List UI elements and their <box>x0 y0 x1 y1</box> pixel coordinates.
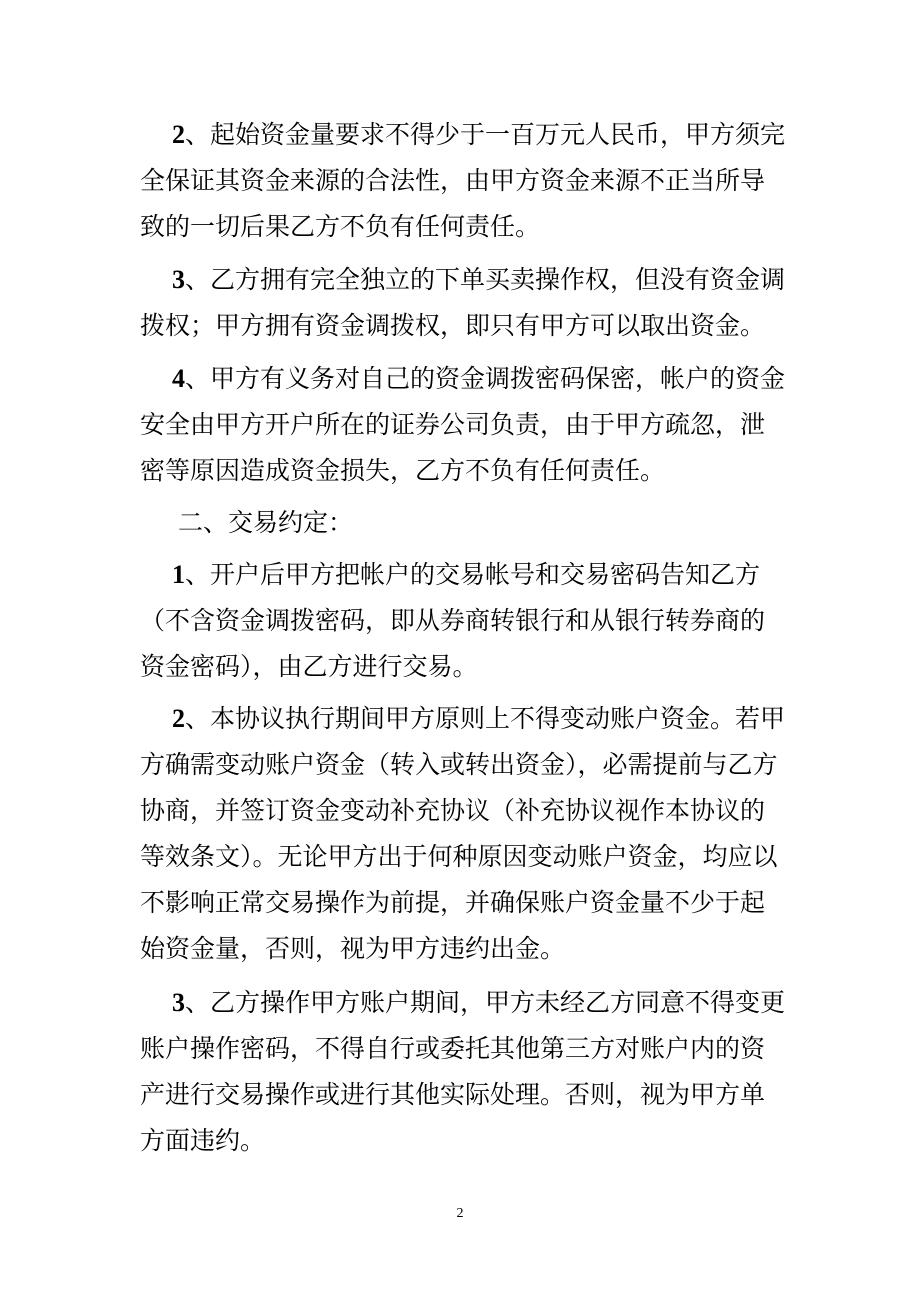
line-text: 、乙方拥有完全独立的下单买卖操作权，但没有资金调 <box>185 265 786 294</box>
text-line <box>172 257 785 303</box>
line-text: 、甲方有义务对自己的资金调拨密码保密，帐户的资金 <box>185 364 786 393</box>
line-text: 全保证其资金来源的合法性，由甲方资金来源不正当所导 <box>140 166 766 195</box>
line-text: 协商，并签订资金变动补充协议（补充协议视作本协议的 <box>140 796 766 825</box>
text-line <box>172 356 785 402</box>
text-line <box>140 158 765 204</box>
line-text: 账户操作密码，不得自行或委托其他第三方对账户内的资 <box>140 1034 766 1063</box>
text-line <box>140 834 778 880</box>
line-text: 、开户后甲方把帐户的交易帐号和交易密码告知乙方 <box>185 560 761 589</box>
text-line <box>140 448 665 494</box>
text-line <box>172 552 760 598</box>
line-text: 致的一切后果乙方不负有任何责任。 <box>140 212 541 241</box>
line-text: 产进行交易操作或进行其他实际处理。否则，视为甲方单 <box>140 1080 766 1109</box>
text-line <box>140 788 765 834</box>
text-line <box>140 644 478 690</box>
clause-number: 2 <box>172 704 185 733</box>
line-text: 拨权；甲方拥有资金调拨权，即只有甲方可以取出资金。 <box>140 311 766 340</box>
text-line <box>178 500 353 546</box>
line-text: （不含资金调拨密码，即从券商转银行和从银行转券商的 <box>140 606 766 635</box>
text-line <box>140 1118 265 1164</box>
text-line <box>172 980 785 1026</box>
line-text: 不影响正常交易操作为前提，并确保账户资金量不少于起 <box>140 888 766 917</box>
clause-number: 1 <box>172 560 185 589</box>
line-text: 、本协议执行期间甲方原则上不得变动账户资金。若甲 <box>185 704 786 733</box>
line-text: 、起始资金量要求不得少于一百万元人民币，甲方须完 <box>185 120 786 149</box>
line-text: 密等原因造成资金损失，乙方不负有任何责任。 <box>140 456 666 485</box>
text-line <box>172 696 785 742</box>
line-text: 二、交易约定： <box>178 508 354 537</box>
text-line <box>140 742 778 788</box>
text-line <box>140 598 765 644</box>
line-text: 、乙方操作甲方账户期间，甲方未经乙方同意不得变更 <box>185 988 786 1017</box>
text-line <box>140 1026 765 1072</box>
line-text: 始资金量，否则，视为甲方违约出金。 <box>140 934 566 963</box>
line-text: 方面违约。 <box>140 1126 266 1155</box>
text-line <box>140 402 765 448</box>
text-line <box>140 204 540 250</box>
clause-number: 4 <box>172 364 185 393</box>
text-line <box>140 1072 765 1118</box>
clause-number: 3 <box>172 988 185 1017</box>
page-number: 2 <box>456 1206 464 1221</box>
line-text: 等效条文）。无论甲方出于何种原因变动账户资金，均应以 <box>140 842 778 871</box>
line-text: 资金密码），由乙方进行交易。 <box>140 652 478 681</box>
text-line <box>140 880 765 926</box>
text-line <box>172 112 785 158</box>
clause-number: 2 <box>172 120 185 149</box>
line-text: 安全由甲方开户所在的证券公司负责，由于甲方疏忽，泄 <box>140 410 766 439</box>
clause-number: 3 <box>172 265 185 294</box>
line-text: 方确需变动账户资金（转入或转出资金），必需提前与乙方 <box>140 750 778 779</box>
text-line <box>140 926 565 972</box>
text-line <box>140 303 765 349</box>
